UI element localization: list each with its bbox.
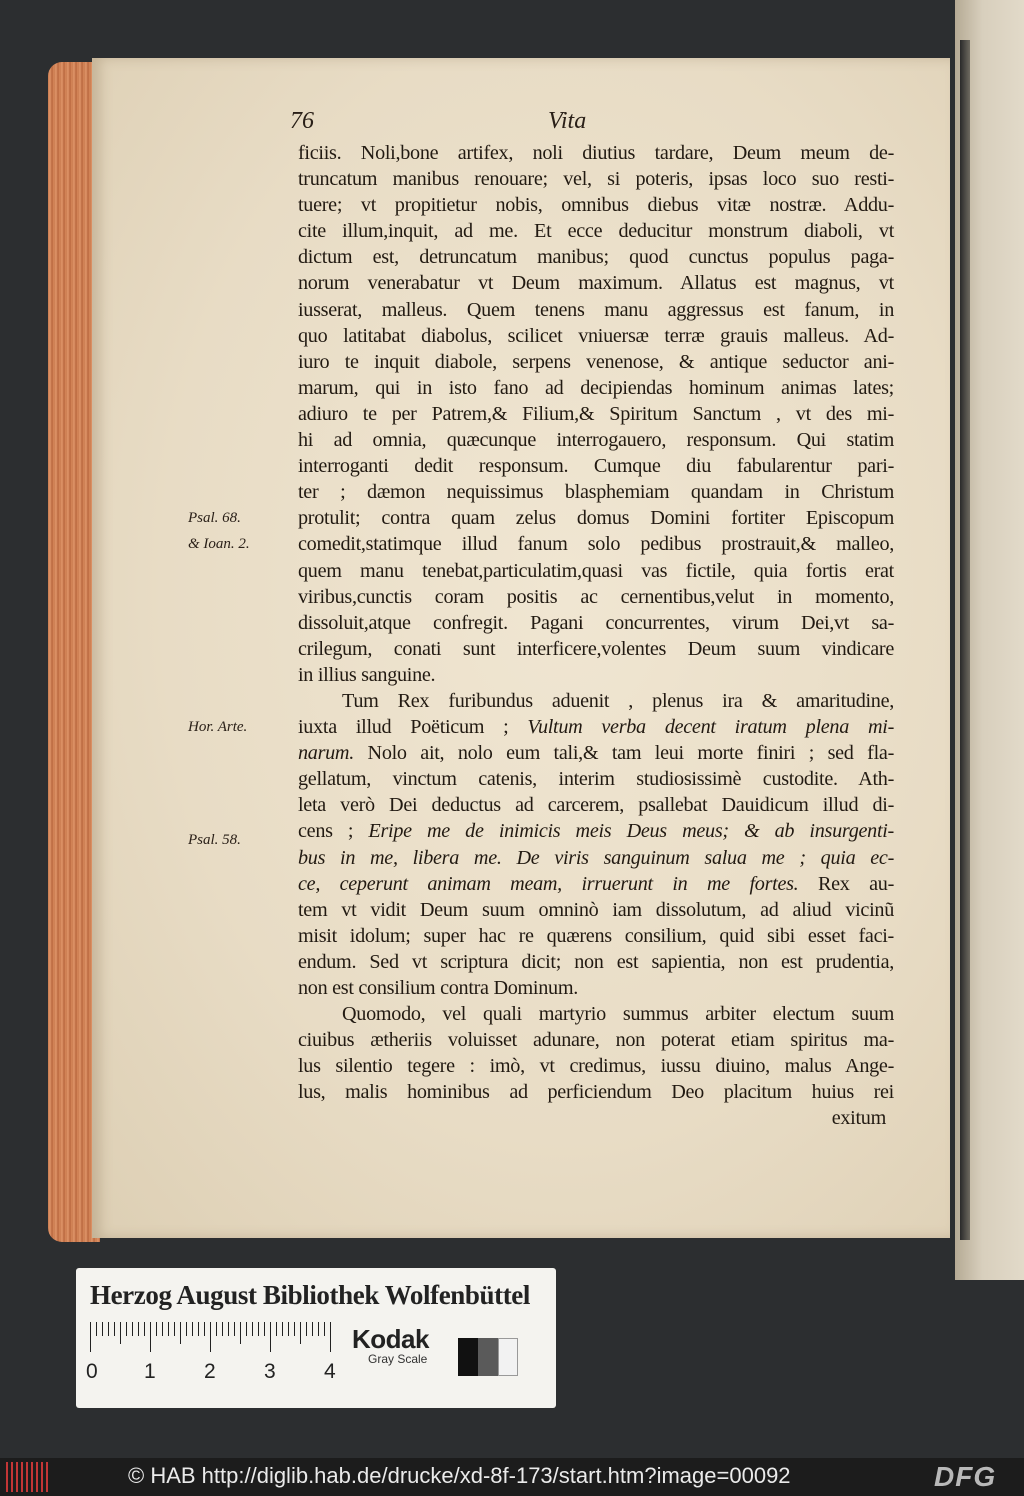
ruler-tick [234,1322,235,1336]
color-target-card [76,1268,556,1408]
ruler-tick [282,1322,283,1336]
line-roman: cens ; [298,820,369,843]
ruler-tick [156,1322,157,1336]
text-line: non est consilium contra Dominum. [298,977,578,999]
ruler-tick [300,1322,301,1344]
ruler-tick [270,1322,271,1352]
text-line [298,845,894,871]
ruler-tick [90,1322,91,1352]
text-line: ficiis. Noli,bone artifex, noli diutius tardare, Deum meum de- [298,142,894,164]
text-line: gellatum, vinctum catenis, interim studiosissimè custodite. Ath- [298,768,894,791]
text-line: Tum Rex furibundus aduenit , plenus ira & amaritudine, [342,689,894,712]
ruler-tick [144,1322,145,1336]
copyright-url[interactable]: © HAB http://diglib.hab.de/drucke/xd-8f-173/start.htm?image=00092 [128,1463,791,1488]
text-line: truncatum manibus renouare; vel, si poteris, ipsas loco suo resti- [298,168,894,191]
ruler-tick [294,1322,295,1336]
ruler-tick [186,1322,187,1336]
text-line: misit idolum; super hac re quærens consilium, quid sibi esset faci- [298,924,894,947]
ruler-tick [150,1322,151,1352]
ruler-tick [174,1322,175,1336]
text-line: marum, qui in isto fano ad decipiendas hominum animas lates; [298,376,894,399]
ruler-number: 1 [144,1360,156,1383]
line-roman: Rex au- [798,872,894,895]
hab-logo-icon [6,1462,50,1492]
line-italic: Eripe me de inimicis meis Deus meus; & ab insurgenti- [368,820,894,843]
ruler-scale [90,1322,352,1352]
text-line: lus silentio tegere : imò, vt credimus, iussu diuino, malus Ange- [298,1055,894,1078]
text-line: cite illum,inquit, ad me. Et ecce deducitur monstrum diaboli, vt [298,220,894,243]
line-roman: iuxta illud Poëticum ; [298,716,528,739]
ruler-tick [246,1322,247,1336]
text-line: iuro te inquit diabole, serpens venenose, & antique seductor ani- [298,350,894,373]
ruler-tick [306,1322,307,1336]
text-line [298,818,894,844]
ruler-tick [180,1322,181,1344]
text-line: interroganti dedit responsum. Cumque diu fabularentur pari- [298,455,894,478]
ruler-tick [120,1322,121,1344]
ruler-tick [216,1322,217,1336]
text-line [298,740,894,766]
dfg-logo: DFG [934,1461,997,1492]
ruler-tick [192,1322,193,1336]
ruler-tick [114,1322,115,1336]
text-line: endum. Sed vt scriptura dicit; non est sapientia, non est prudentia, [298,950,894,973]
ruler-tick [132,1322,133,1336]
footer-bar [0,1458,1024,1496]
text-line: viribus,cunctis coram positis ac cernentibus,velut in momento, [298,585,894,608]
ruler-tick [258,1322,259,1336]
margin-note: Psal. 58. [188,832,241,848]
text-line: leta verò Dei deductus ad carcerem, psallebat Dauidicum illud di- [298,794,894,817]
text-line: quem manu tenebat,particulatim,quasi vas fictile, quia fortis erat [298,559,894,582]
text-line: crilegum, conati sunt interficere,volentes Deum suum vindicare [298,637,894,660]
ruler-tick [204,1322,205,1336]
ruler-tick [168,1322,169,1336]
library-name: Herzog August Bibliothek Wolfenbüttel [90,1280,530,1310]
ruler-number: 2 [204,1360,216,1383]
ruler-tick [318,1322,319,1336]
text-line: lus, malis hominibus ad perficiendum Deo placitum huius rei [298,1081,894,1104]
text-line: in illius sanguine. [298,663,436,686]
text-line: comedit,statimque illud fanum solo pedibus prostrauit,& malleo, [298,533,894,556]
margin-note: & Ioan. 2. [188,536,250,552]
page-number: 76 [290,108,314,134]
margin-note: Hor. Arte. [188,719,248,735]
ruler-tick [198,1322,199,1336]
swatch-gray [478,1338,498,1376]
body-text [298,140,894,1132]
ruler-tick [324,1322,325,1336]
text-line: ciuibus ætheriis voluisset adunare, non poterat etiam spiritus ma- [298,1029,894,1052]
text-line: adiuro te per Patrem,& Filium,& Spiritum Sanctum , vt des mi- [298,402,894,425]
ruler-tick [210,1322,211,1352]
ruler-tick [252,1322,253,1336]
line-roman: Nolo ait, nolo eum tali,& tam leui morte finiri ; sed fla- [353,742,894,765]
margin-note: Psal. 68. [188,510,241,526]
text-line: quo latitabat diabolus, scilicet vniuersæ terræ grauis malleus. Ad- [298,324,894,347]
ruler-tick [330,1322,331,1352]
ruler-numbers [84,1360,364,1386]
line-italic: bus in me, libera me. De viris sanguinum salua me ; quia ec- [298,846,894,869]
ruler-tick [312,1322,313,1336]
text-line: ter ; dæmon nequissimus blasphemiam quandam in Christum [298,481,894,504]
text-line: dictum est, detruncatum manibus; quod cunctus populus paga- [298,246,894,269]
text-line: dissoluit,atque confregit. Pagani concurrentes, virum Dei,vt sa- [298,611,894,634]
book-gutter [960,40,970,1240]
ruler-tick [264,1322,265,1336]
text-line: tem vt vidit Deum suum omninò iam dissolutum, ad aliud vicinũ [298,898,894,921]
gray-swatches [458,1338,520,1376]
text-line: iusserat, malleus. Quem tenens manu aggressus est fanum, in [298,298,894,321]
line-italic: Vultum verba decent iratum plena mi- [527,716,894,739]
page-header [282,108,902,138]
ruler-tick [126,1322,127,1336]
text-line: tuere; vt propitietur nobis, omnibus diebus vitæ nostræ. Addu- [298,194,894,217]
ruler-tick [108,1322,109,1336]
text-line [298,714,894,740]
ruler-tick [228,1322,229,1336]
text-line: protulit; contra quam zelus domus Domini fortiter Episcopum [298,507,894,530]
ruler-number: 4 [324,1360,336,1383]
swatch-black [458,1338,478,1376]
text-line [298,871,894,897]
ruler-tick [222,1322,223,1336]
gray-scale-label: Gray Scale [368,1352,428,1366]
text-line: Quomodo, vel quali martyrio summus arbiter electum suum [342,1003,894,1026]
ruler-number: 3 [264,1360,276,1383]
ruler-tick [96,1322,97,1336]
ruler-tick [276,1322,277,1336]
ruler-tick [162,1322,163,1336]
text-line: norum venerabatur vt Deum maximum. Allatus est magnus, vt [298,272,894,295]
kodak-logo: Kodak [352,1324,429,1354]
running-head: Vita [548,108,587,134]
ruler-tick [288,1322,289,1336]
swatch-white [498,1338,518,1376]
text-line: exitum [831,1107,886,1130]
ruler-tick [102,1322,103,1336]
ruler-tick [138,1322,139,1336]
text-line: hi ad omnia, quæcunque interrogauero, responsum. Qui statim [298,429,894,452]
ruler-number: 0 [86,1360,98,1383]
line-italic: narum. [298,742,354,765]
line-italic: ce, ceperunt animam meam, irruerunt in me fortes. [298,872,799,895]
ruler-tick [240,1322,241,1344]
